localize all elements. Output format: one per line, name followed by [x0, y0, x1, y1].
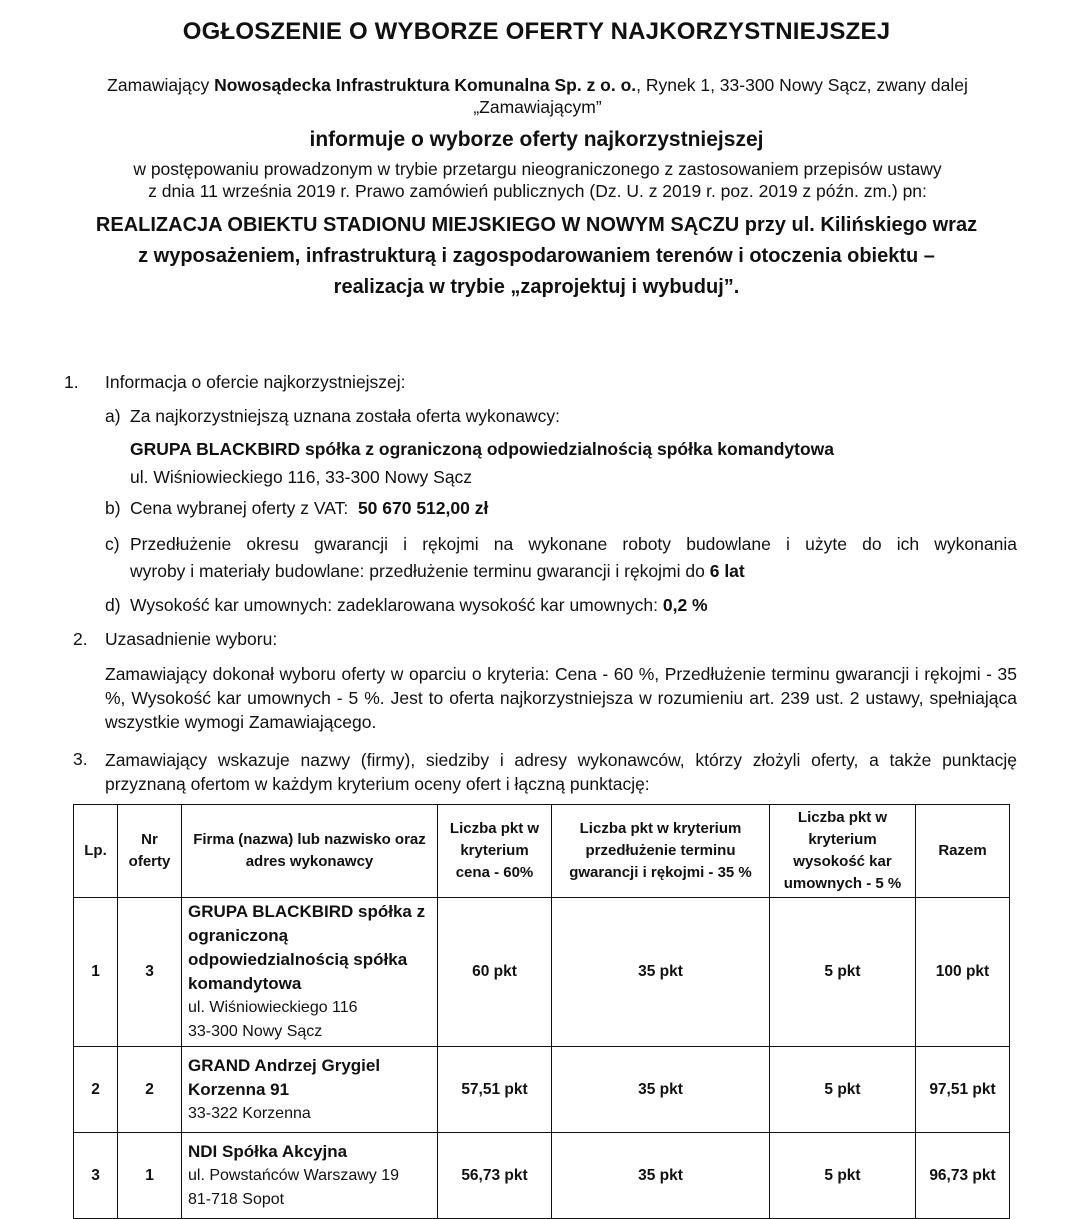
cell-firm: [182, 898, 438, 1047]
cell-lp: 1: [74, 898, 118, 1047]
firm-name: NDI Spółka Akcyjna: [188, 1141, 348, 1161]
firm-address-line: 33-322 Korzenna: [188, 1104, 311, 1122]
item-c-line2: [130, 560, 745, 582]
item-b-text: Cena wybranej oferty z VAT:: [130, 498, 349, 518]
header-firm: Firma (nazwa) lub nazwisko oraz adres wykonawcy: [182, 805, 438, 898]
item-b-marker: b): [105, 498, 121, 518]
header-penalty-points: Liczba pkt w kryterium wysokość kar umownych - 5 %: [770, 805, 916, 898]
item-c-marker: c): [105, 534, 120, 554]
warranty-extension-value: 6 lat: [709, 561, 745, 581]
ordering-party-intro: [60, 74, 1015, 118]
contract-subject: [40, 210, 1033, 303]
cell-offer-number: 1: [118, 1133, 182, 1219]
section-2-text: Zamawiający dokonał wyboru oferty w oparciu o kryteria: Cena - 60 %, Przedłużenie terminu gwarancji i rękojmi - 35 %, Wysokość kar umownych - 5 %. Jest to oferta najkorzystniejsza w rozumieniu art. 239 ust. 2 ustawy, spełniająca wszystkie wymogi Zamawiającego.: [105, 664, 1017, 732]
section-1-heading: Informacja o ofercie najkorzystniejszej:: [105, 372, 406, 392]
item-c-line1: Przedłużenie okresu gwarancji i rękojmi na wykonane roboty budowlane i użyte do ich wykonania: [130, 534, 1017, 554]
header-warranty-points: Liczba pkt w kryterium przedłużenie terminu gwarancji i rękojmi - 35 %: [552, 805, 770, 898]
firm-name: GRUPA BLACKBIRD spółka z ograniczoną odpowiedzialnością spółka komandytowa: [188, 902, 426, 993]
firm-address-line: 33-300 Nowy Sącz: [188, 1023, 323, 1040]
document-title: OGŁOSZENIE O WYBORZE OFERTY NAJKORZYSTNIEJSZEJ: [182, 18, 891, 45]
item-d: [130, 594, 708, 616]
offers-table: [73, 804, 1010, 1219]
ordering-party-name: Nowosądecka Infrastruktura Komunalna Sp. z o. o.: [214, 75, 637, 95]
item-c-text: wyroby i materiały budowlane: przedłużenie terminu gwarancji i rękojmi do: [130, 561, 705, 581]
header-total: Razem: [916, 805, 1010, 898]
header-offer-number: Nr oferty: [118, 805, 182, 898]
cell-penalty-points: 5 pkt: [770, 898, 916, 1047]
cell-firm: [182, 1047, 438, 1133]
cell-warranty-points: 35 pkt: [552, 898, 770, 1047]
cell-firm: [182, 1133, 438, 1219]
item-b: [130, 497, 488, 519]
item-a-text: Za najkorzystniejszą uznana została oferta wykonawcy:: [130, 406, 560, 426]
winner-name: GRUPA BLACKBIRD spółka z ograniczoną odpowiedzialnością spółka komandytowa: [130, 439, 834, 459]
item-a-marker: a): [105, 406, 121, 426]
subject-line: z wyposażeniem, infrastrukturą i zagospodarowaniem terenów i otoczenia obiektu –: [138, 245, 935, 267]
procedure-line: w postępowaniu prowadzonym w trybie przetargu nieograniczonego z zastosowaniem przepisów ustawy: [133, 159, 942, 179]
item-d-marker: d): [105, 595, 121, 615]
cell-offer-number: 3: [118, 898, 182, 1047]
subject-line: realizacja w trybie „zaprojektuj i wybuduj”.: [333, 276, 740, 298]
cell-price-points: 57,51 pkt: [438, 1047, 552, 1133]
firm-address-line: ul. Wiśniowieckiego 116: [188, 999, 358, 1016]
table-row: [74, 898, 1010, 1047]
section-1-number: 1.: [64, 372, 79, 392]
cell-lp: 2: [74, 1047, 118, 1133]
winner-address: ul. Wiśniowieckiego 116, 33-300 Nowy Sącz: [130, 467, 473, 487]
cell-total: 100 pkt: [916, 898, 1010, 1047]
table-header-row: [74, 805, 1010, 898]
section-3-text: Zamawiający wskazuje nazwy (firmy), siedziby i adresy wykonawców, którzy złożyli oferty, a także punktację przyznaną ofertom w każdym kryterium oceny ofert i łączną punktację:: [105, 750, 1017, 794]
section-2-heading: Uzasadnienie wyboru:: [105, 629, 278, 649]
section-2-number: 2.: [73, 629, 88, 649]
section-3-number: 3.: [73, 749, 88, 769]
intro-prefix: Zamawiający: [107, 75, 215, 95]
table-row: [74, 1133, 1010, 1219]
cell-total: 96,73 pkt: [916, 1133, 1010, 1219]
cell-total: 97,51 pkt: [916, 1047, 1010, 1133]
cell-penalty-points: 5 pkt: [770, 1133, 916, 1219]
cell-lp: 3: [74, 1133, 118, 1219]
item-d-text: Wysokość kar umownych: zadeklarowana wysokość kar umownych:: [130, 595, 658, 615]
inform-heading: informuje o wyborze oferty najkorzystniejszej: [309, 128, 764, 151]
header-lp: Lp.: [74, 805, 118, 898]
firm-address-line: ul. Powstańców Warszawy 19: [188, 1166, 400, 1184]
cell-warranty-points: 35 pkt: [552, 1047, 770, 1133]
procedure-description: [60, 158, 1015, 202]
subject-line: REALIZACJA OBIEKTU STADIONU MIEJSKIEGO W NOWYM SĄCZU przy ul. Kilińskiego wraz: [95, 214, 978, 236]
header-price-points: Liczba pkt w kryterium cena - 60%: [438, 805, 552, 898]
intro-suffix: , Rynek 1, 33-300 Nowy Sącz, zwany dalej „Zamawiającym”: [473, 75, 968, 117]
procedure-line: z dnia 11 września 2019 r. Prawo zamówień publicznych (Dz. U. z 2019 r. poz. 2019 z późn. zm.) pn:: [148, 181, 927, 201]
table-row: [74, 1047, 1010, 1133]
cell-penalty-points: 5 pkt: [770, 1047, 916, 1133]
selected-offer-price: 50 670 512,00 zł: [357, 498, 489, 518]
penalty-value: 0,2 %: [662, 595, 708, 615]
firm-name: GRAND Andrzej Grygiel Korzenna 91: [188, 1055, 381, 1099]
firm-address-line: 81-718 Sopot: [188, 1190, 285, 1208]
cell-warranty-points: 35 pkt: [552, 1133, 770, 1219]
cell-price-points: 60 pkt: [438, 898, 552, 1047]
cell-price-points: 56,73 pkt: [438, 1133, 552, 1219]
cell-offer-number: 2: [118, 1047, 182, 1133]
